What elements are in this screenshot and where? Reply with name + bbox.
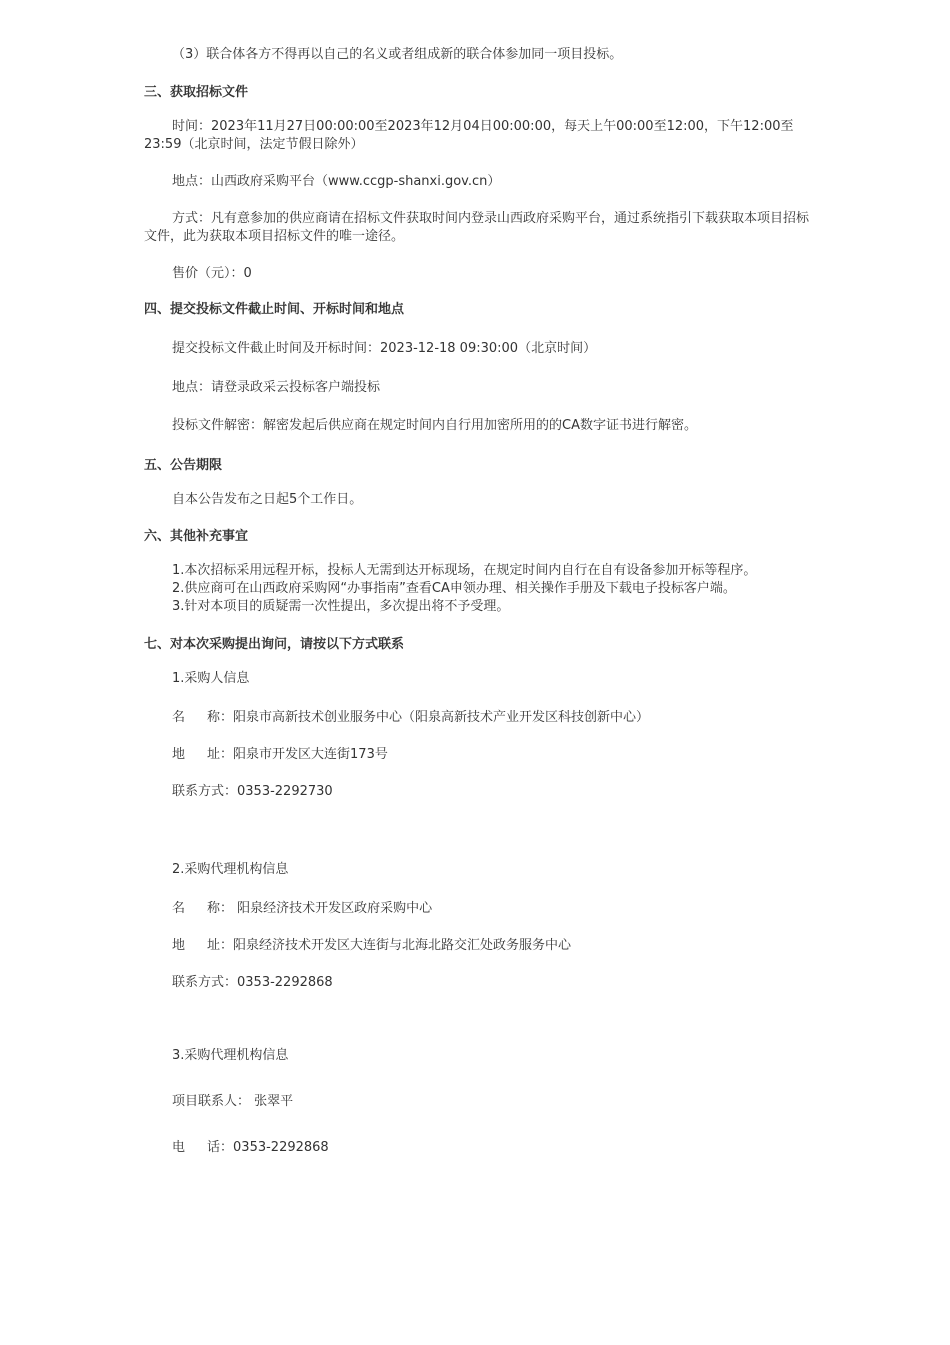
notice-period: 自本公告发布之日起5个工作日。 — [172, 492, 363, 507]
purchaser-name: 名 称：阳泉市高新技术创业服务中心（阳泉高新技术产业开发区科技创新中心） — [172, 710, 650, 725]
section-4-heading: 四、提交投标文件截止时间、开标时间和地点 — [144, 302, 405, 317]
supplement-item: 2.供应商可在山西政府采购网“办事指南”查看CA申领办理、相关操作手册及下载电子投标客户端。 — [172, 581, 736, 596]
supplement-item: 3.针对本项目的质疑需一次性提出，多次提出将不予受理。 — [172, 599, 510, 614]
purchaser-address: 地 址：阳泉市开发区大连街173号 — [172, 747, 388, 762]
agency-address: 地 址：阳泉经济技术开发区大连街与北海北路交汇处政务服务中心 — [172, 938, 572, 953]
bid-decryption: 投标文件解密：解密发起后供应商在规定时间内自行用加密所用的的CA数字证书进行解密。 — [172, 418, 697, 433]
section-6-heading: 六、其他补充事宜 — [144, 529, 249, 544]
acquire-time: 时间：2023年11月27日00:00:00至2023年12月04日00:00:00，每天上午00:00至12:00，下午12:00至23:59（北京时间，法定节假日除外） — [144, 119, 794, 152]
project-contact-phone: 电 话：0353-2292868 — [172, 1140, 329, 1155]
supplement-item: 1.本次招标采用远程开标，投标人无需到达开标现场，在规定时间内自行在自有设备参加开标等程序。 — [172, 563, 757, 578]
document-price: 售价（元）：0 — [172, 266, 252, 281]
agency-title: 2.采购代理机构信息 — [172, 862, 289, 877]
submission-deadline: 提交投标文件截止时间及开标时间：2023-12-18 09:30:00（北京时间） — [172, 341, 597, 356]
project-contact-person: 项目联系人： 张翠平 — [172, 1094, 294, 1109]
agency-contact: 联系方式：0353-2292868 — [172, 975, 333, 990]
section-7-heading: 七、对本次采购提出询问，请按以下方式联系 — [144, 637, 405, 652]
purchaser-title: 1.采购人信息 — [172, 671, 250, 686]
agency2-title: 3.采购代理机构信息 — [172, 1048, 289, 1063]
purchaser-contact: 联系方式：0353-2292730 — [172, 784, 333, 799]
submission-place: 地点：请登录政采云投标客户端投标 — [172, 380, 381, 395]
acquire-place: 地点：山西政府采购平台（www.ccgp-shanxi.gov.cn） — [172, 174, 501, 189]
acquire-method: 方式：凡有意参加的供应商请在招标文件获取时间内登录山西政府采购平台，通过系统指引下载获取本项目招标文件，此为获取本项目招标文件的唯一途径。 — [144, 211, 810, 244]
section-5-heading: 五、公告期限 — [144, 458, 223, 473]
agency-name: 名 称： 阳泉经济技术开发区政府采购中心 — [172, 901, 433, 916]
section-3-heading: 三、获取招标文件 — [144, 85, 249, 100]
consortium-note: （3）联合体各方不得再以自己的名义或者组成新的联合体参加同一项目投标。 — [172, 47, 623, 62]
